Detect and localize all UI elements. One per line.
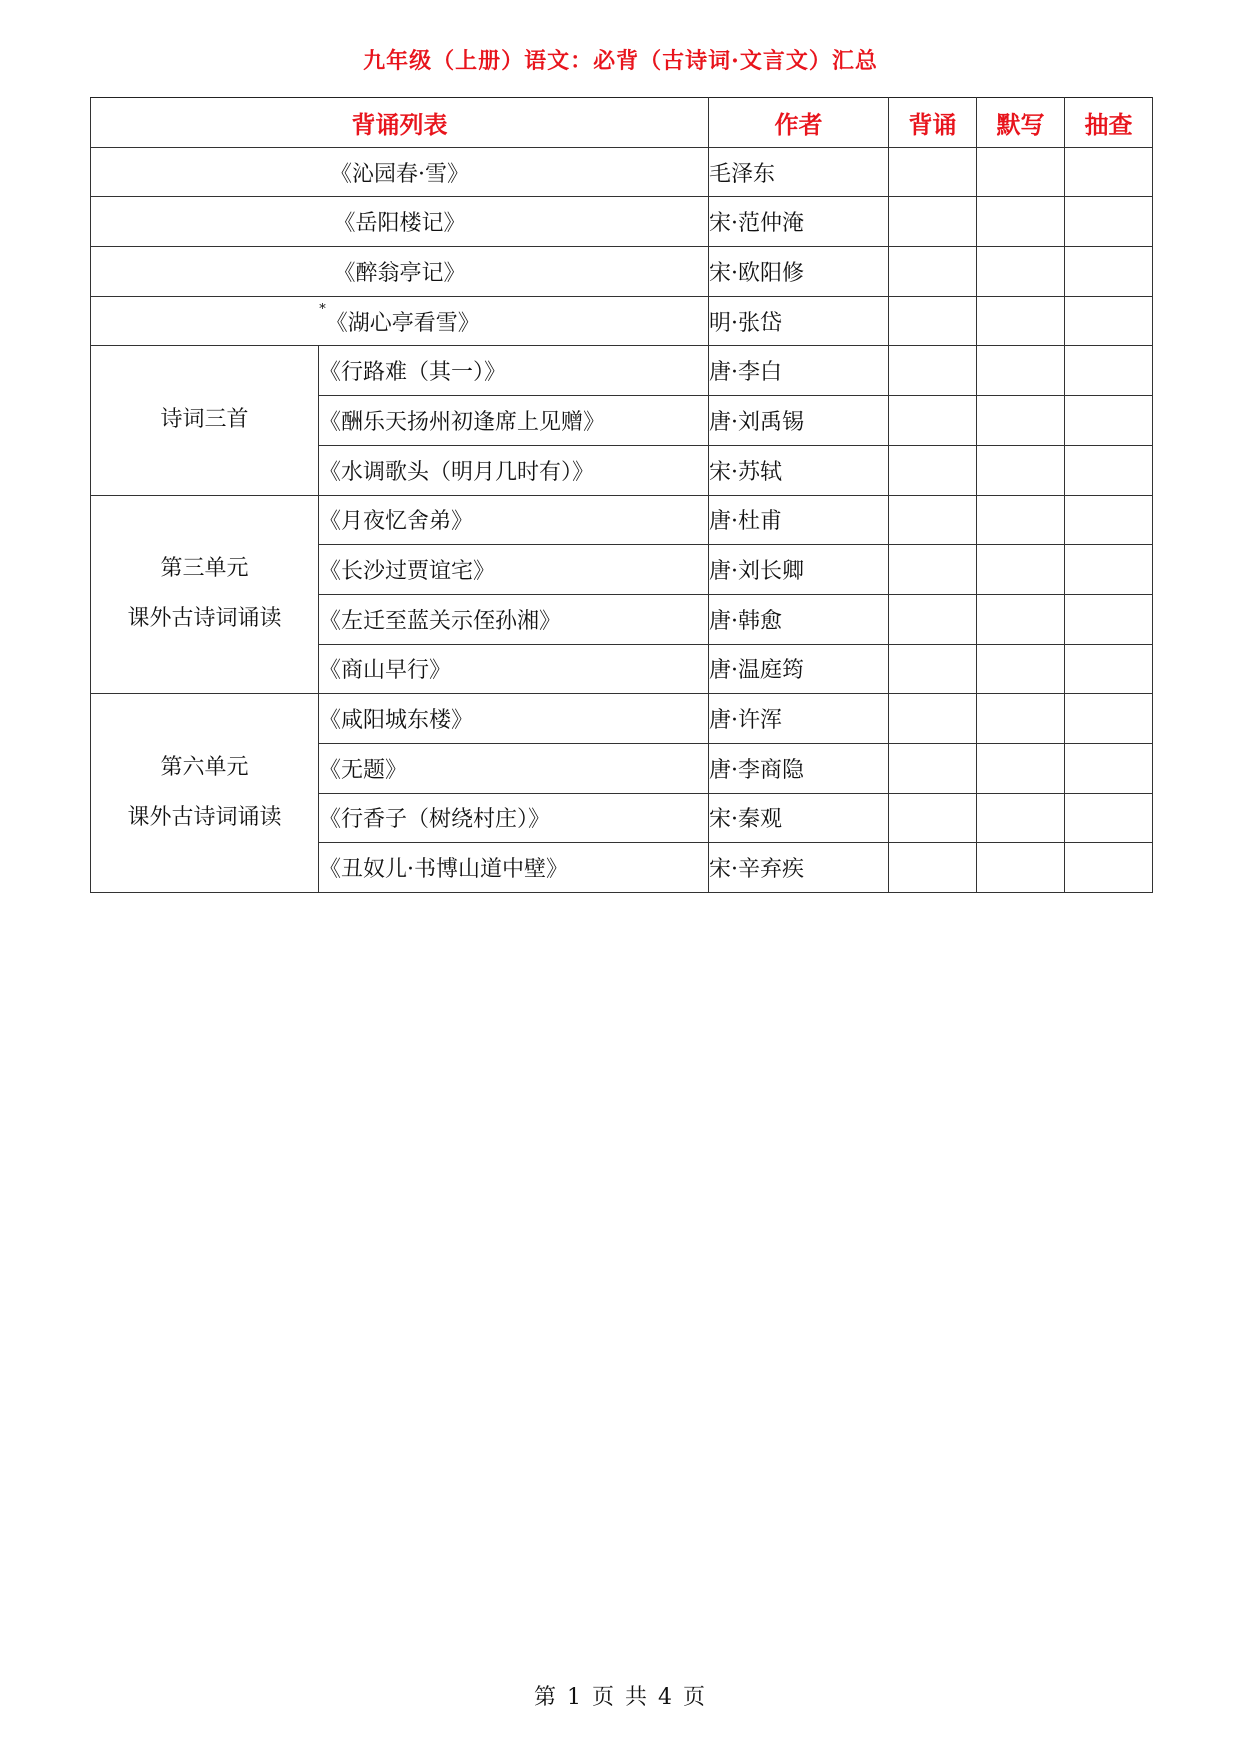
- check-checkbox-cell[interactable]: [1065, 843, 1153, 893]
- poem-title: 《酬乐天扬州初逢席上见赠》: [319, 396, 709, 446]
- dictate-checkbox-cell[interactable]: [977, 694, 1065, 744]
- check-checkbox-cell[interactable]: [1065, 793, 1153, 843]
- dictate-checkbox-cell[interactable]: [977, 743, 1065, 793]
- group-label: [91, 495, 319, 694]
- poem-author: 毛泽东: [709, 147, 889, 197]
- poem-title: 《岳阳楼记》: [333, 211, 466, 237]
- dictate-checkbox-cell[interactable]: [977, 396, 1065, 446]
- header-recite: 背诵: [889, 98, 977, 148]
- header-list: 背诵列表: [91, 98, 709, 148]
- poem-title-cell: [91, 147, 709, 197]
- poem-author: 宋·范仲淹: [709, 197, 889, 247]
- group-label: [91, 346, 319, 495]
- check-checkbox-cell[interactable]: [1065, 396, 1153, 446]
- poem-author: 宋·辛弃疾: [709, 843, 889, 893]
- poem-title: 《咸阳城东楼》: [319, 694, 709, 744]
- dictate-checkbox-cell[interactable]: [977, 147, 1065, 197]
- group-label-line2: 课外古诗词诵读: [127, 805, 282, 831]
- check-checkbox-cell[interactable]: [1065, 445, 1153, 495]
- check-checkbox-cell[interactable]: [1065, 247, 1153, 297]
- recite-checkbox-cell[interactable]: [889, 843, 977, 893]
- recite-checkbox-cell[interactable]: [889, 694, 977, 744]
- poem-author: 宋·欧阳修: [709, 247, 889, 297]
- check-checkbox-cell[interactable]: [1065, 495, 1153, 545]
- poem-title: 《行路难（其一）》: [319, 346, 709, 396]
- group-label-line1: 第六单元: [160, 755, 249, 781]
- recite-checkbox-cell[interactable]: [889, 147, 977, 197]
- check-checkbox-cell[interactable]: [1065, 545, 1153, 595]
- header-dictate: 默写: [977, 98, 1065, 148]
- recite-checkbox-cell[interactable]: [889, 594, 977, 644]
- check-checkbox-cell[interactable]: [1065, 197, 1153, 247]
- check-checkbox-cell[interactable]: [1065, 296, 1153, 346]
- group-label-line2: 课外古诗词诵读: [127, 606, 282, 632]
- check-checkbox-cell[interactable]: [1065, 346, 1153, 396]
- dictate-checkbox-cell[interactable]: [977, 197, 1065, 247]
- poem-title: 《丑奴儿·书博山道中壁》: [319, 843, 709, 893]
- page-title: 九年级（上册）语文：必背（古诗词·文言文）汇总: [363, 48, 878, 74]
- page-number-footer: 第 1 页 共 4 页: [534, 1685, 707, 1710]
- poem-title: 《商山早行》: [319, 644, 709, 694]
- dictate-checkbox-cell[interactable]: [977, 793, 1065, 843]
- group-label: [91, 694, 319, 893]
- poem-author: 唐·刘禹锡: [709, 396, 889, 446]
- recite-checkbox-cell[interactable]: [889, 197, 977, 247]
- check-checkbox-cell[interactable]: [1065, 644, 1153, 694]
- poem-title: 《月夜忆舍弟》: [319, 495, 709, 545]
- table-row: [91, 296, 1153, 346]
- recitation-table: [90, 97, 1153, 893]
- poem-author: 宋·苏轼: [709, 445, 889, 495]
- poem-author: 唐·许浑: [709, 694, 889, 744]
- poem-title: 《沁园春·雪》: [330, 161, 469, 187]
- poem-title-cell: [91, 197, 709, 247]
- poem-title: 《左迁至蓝关示侄孙湘》: [319, 594, 709, 644]
- recite-checkbox-cell[interactable]: [889, 495, 977, 545]
- poem-title: 《水调歌头（明月几时有）》: [319, 445, 709, 495]
- dictate-checkbox-cell[interactable]: [977, 644, 1065, 694]
- dictate-checkbox-cell[interactable]: [977, 247, 1065, 297]
- dictate-checkbox-cell[interactable]: [977, 594, 1065, 644]
- table-row: [91, 346, 1153, 396]
- poem-author: 唐·温庭筠: [709, 644, 889, 694]
- check-checkbox-cell[interactable]: [1065, 147, 1153, 197]
- recite-checkbox-cell[interactable]: [889, 445, 977, 495]
- poem-title: 《行香子（树绕村庄）》: [319, 793, 709, 843]
- check-checkbox-cell[interactable]: [1065, 594, 1153, 644]
- dictate-checkbox-cell[interactable]: [977, 296, 1065, 346]
- table-row: [91, 495, 1153, 545]
- dictate-checkbox-cell[interactable]: [977, 445, 1065, 495]
- poem-title: 《无题》: [319, 743, 709, 793]
- recite-checkbox-cell[interactable]: [889, 396, 977, 446]
- table-row: [91, 147, 1153, 197]
- poem-author: 唐·韩愈: [709, 594, 889, 644]
- poem-author: 唐·李商隐: [709, 743, 889, 793]
- poem-author: 唐·杜甫: [709, 495, 889, 545]
- dictate-checkbox-cell[interactable]: [977, 495, 1065, 545]
- header-author: 作者: [709, 98, 889, 148]
- check-checkbox-cell[interactable]: [1065, 743, 1153, 793]
- table-row: [91, 694, 1153, 744]
- poem-author: 宋·秦观: [709, 793, 889, 843]
- poem-title: 《长沙过贾谊宅》: [319, 545, 709, 595]
- poem-author: 明·张岱: [709, 296, 889, 346]
- recite-checkbox-cell[interactable]: [889, 545, 977, 595]
- poem-title: 《湖心亭看雪》: [325, 310, 480, 336]
- poem-author: 唐·李白: [709, 346, 889, 396]
- header-check: 抽查: [1065, 98, 1153, 148]
- poem-title-cell: [91, 247, 709, 297]
- recite-checkbox-cell[interactable]: [889, 644, 977, 694]
- recite-checkbox-cell[interactable]: [889, 346, 977, 396]
- recite-checkbox-cell[interactable]: [889, 793, 977, 843]
- group-label-line1: 第三单元: [160, 556, 249, 582]
- recite-checkbox-cell[interactable]: [889, 247, 977, 297]
- recite-checkbox-cell[interactable]: [889, 743, 977, 793]
- header-row: [91, 98, 1153, 148]
- dictate-checkbox-cell[interactable]: [977, 843, 1065, 893]
- group-label-line1: 诗词三首: [160, 407, 249, 433]
- poem-title-cell: [91, 296, 709, 346]
- optional-star-marker: *: [319, 301, 326, 317]
- table-row: [91, 247, 1153, 297]
- check-checkbox-cell[interactable]: [1065, 694, 1153, 744]
- poem-author: 唐·刘长卿: [709, 545, 889, 595]
- poem-title: 《醉翁亭记》: [333, 260, 466, 286]
- table-row: [91, 197, 1153, 247]
- recite-checkbox-cell[interactable]: [889, 296, 977, 346]
- dictate-checkbox-cell[interactable]: [977, 545, 1065, 595]
- dictate-checkbox-cell[interactable]: [977, 346, 1065, 396]
